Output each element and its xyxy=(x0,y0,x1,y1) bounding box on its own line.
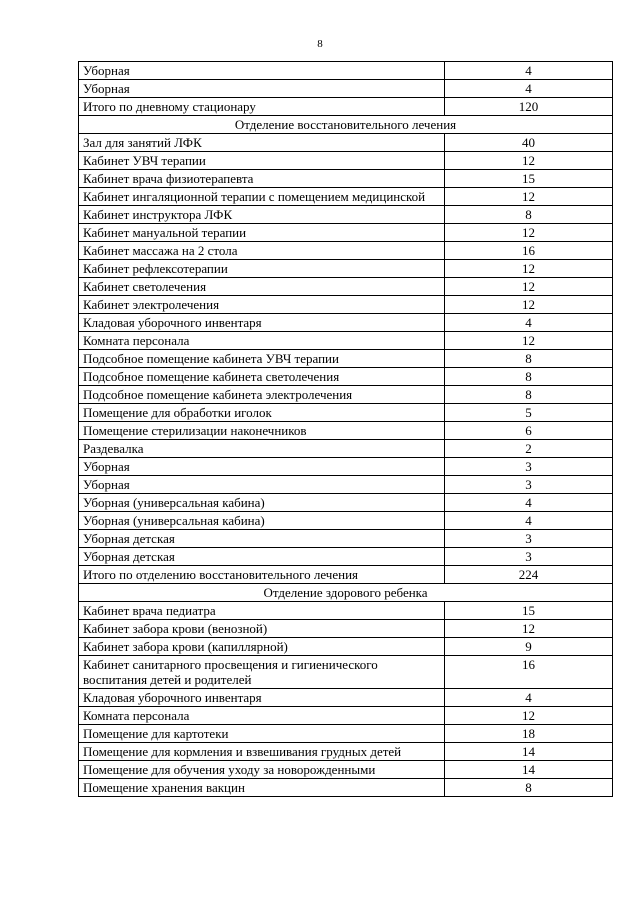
room-area-cell: 15 xyxy=(445,170,613,188)
room-name-cell: Кабинет ингаляционной терапии с помещением медицинской xyxy=(79,188,445,206)
room-area-cell: 12 xyxy=(445,260,613,278)
room-name-cell: Кабинет инструктора ЛФК xyxy=(79,206,445,224)
room-name-cell: Помещение стерилизации наконечников xyxy=(79,422,445,440)
room-name-cell: Кабинет массажа на 2 стола xyxy=(79,242,445,260)
table-row xyxy=(79,602,613,620)
room-name-cell: Раздевалка xyxy=(79,440,445,458)
room-area-cell: 12 xyxy=(445,224,613,242)
room-area-cell: 3 xyxy=(445,530,613,548)
room-area-cell: 4 xyxy=(445,80,613,98)
table-row xyxy=(79,260,613,278)
table-row xyxy=(79,440,613,458)
room-area-cell: 8 xyxy=(445,779,613,797)
room-name-cell: Кабинет забора крови (венозной) xyxy=(79,620,445,638)
room-area-cell: 9 xyxy=(445,638,613,656)
room-area-cell: 12 xyxy=(445,332,613,350)
table-row xyxy=(79,404,613,422)
room-area-cell: 3 xyxy=(445,548,613,566)
room-name-cell: Уборная детская xyxy=(79,548,445,566)
room-name-cell: Кабинет светолечения xyxy=(79,278,445,296)
section-header-row xyxy=(79,584,613,602)
room-name-cell: Подсобное помещение кабинета УВЧ терапии xyxy=(79,350,445,368)
room-name-cell: Комната персонала xyxy=(79,707,445,725)
room-name-cell: Комната персонала xyxy=(79,332,445,350)
table-row xyxy=(79,725,613,743)
table-row xyxy=(79,512,613,530)
table-row xyxy=(79,62,613,80)
table-row xyxy=(79,689,613,707)
room-name-cell: Кладовая уборочного инвентаря xyxy=(79,314,445,332)
table-row xyxy=(79,458,613,476)
room-name-cell: Кабинет санитарного просвещения и гигиенического воспитания детей и родителей xyxy=(79,656,445,689)
table-row xyxy=(79,566,613,584)
room-area-cell: 4 xyxy=(445,689,613,707)
room-name-cell: Уборная xyxy=(79,458,445,476)
table-row xyxy=(79,332,613,350)
room-name-cell: Подсобное помещение кабинета светолечения xyxy=(79,368,445,386)
room-name-cell: Кабинет рефлексотерапии xyxy=(79,260,445,278)
table-row xyxy=(79,350,613,368)
room-name-cell: Помещение хранения вакцин xyxy=(79,779,445,797)
rooms-table-body xyxy=(79,62,613,797)
room-name-cell: Кабинет мануальной терапии xyxy=(79,224,445,242)
table-row xyxy=(79,761,613,779)
table-row xyxy=(79,314,613,332)
room-area-cell: 4 xyxy=(445,62,613,80)
room-name-cell: Уборная детская xyxy=(79,530,445,548)
room-name-cell: Кабинет электролечения xyxy=(79,296,445,314)
room-name-cell: Кабинет забора крови (капиллярной) xyxy=(79,638,445,656)
room-area-cell: 4 xyxy=(445,512,613,530)
room-area-cell: 4 xyxy=(445,314,613,332)
room-area-cell: 40 xyxy=(445,134,613,152)
room-area-cell: 12 xyxy=(445,296,613,314)
room-name-cell: Помещение для обучения уходу за новорожденными xyxy=(79,761,445,779)
table-row xyxy=(79,80,613,98)
room-area-cell: 12 xyxy=(445,152,613,170)
table-row xyxy=(79,134,613,152)
room-area-cell: 3 xyxy=(445,458,613,476)
room-name-cell: Уборная xyxy=(79,62,445,80)
room-area-cell: 12 xyxy=(445,278,613,296)
room-area-cell: 120 xyxy=(445,98,613,116)
room-area-cell: 16 xyxy=(445,656,613,689)
room-name-cell: Зал для занятий ЛФК xyxy=(79,134,445,152)
room-area-cell: 12 xyxy=(445,707,613,725)
room-area-cell: 8 xyxy=(445,386,613,404)
table-row xyxy=(79,422,613,440)
room-area-cell: 8 xyxy=(445,206,613,224)
room-name-cell: Кабинет врача педиатра xyxy=(79,602,445,620)
room-area-cell: 16 xyxy=(445,242,613,260)
room-area-cell: 14 xyxy=(445,743,613,761)
room-area-cell: 3 xyxy=(445,476,613,494)
section-header-row xyxy=(79,116,613,134)
room-name-cell: Кладовая уборочного инвентаря xyxy=(79,689,445,707)
room-area-cell: 12 xyxy=(445,620,613,638)
room-name-cell: Итого по отделению восстановительного лечения xyxy=(79,566,445,584)
table-row xyxy=(79,779,613,797)
table-row xyxy=(79,620,613,638)
section-title: Отделение восстановительного лечения xyxy=(79,116,613,134)
room-area-cell: 15 xyxy=(445,602,613,620)
room-area-cell: 14 xyxy=(445,761,613,779)
room-name-cell: Кабинет врача физиотерапевта xyxy=(79,170,445,188)
table-row xyxy=(79,656,613,689)
room-area-cell: 8 xyxy=(445,350,613,368)
table-row xyxy=(79,743,613,761)
table-row xyxy=(79,242,613,260)
room-area-cell: 4 xyxy=(445,494,613,512)
table-row xyxy=(79,530,613,548)
room-area-cell: 8 xyxy=(445,368,613,386)
table-row xyxy=(79,188,613,206)
table-row xyxy=(79,224,613,242)
table-row xyxy=(79,296,613,314)
room-name-cell: Помещение для картотеки xyxy=(79,725,445,743)
room-area-cell: 12 xyxy=(445,188,613,206)
table-row xyxy=(79,98,613,116)
section-title: Отделение здорового ребенка xyxy=(79,584,613,602)
table-row xyxy=(79,638,613,656)
table-row xyxy=(79,494,613,512)
room-area-cell: 224 xyxy=(445,566,613,584)
table-row xyxy=(79,476,613,494)
table-row xyxy=(79,368,613,386)
room-name-cell: Помещение для обработки иголок xyxy=(79,404,445,422)
table-row xyxy=(79,152,613,170)
room-name-cell: Уборная (универсальная кабина) xyxy=(79,494,445,512)
room-name-cell: Уборная (универсальная кабина) xyxy=(79,512,445,530)
room-name-cell: Уборная xyxy=(79,80,445,98)
table-row xyxy=(79,707,613,725)
room-name-cell: Кабинет УВЧ терапии xyxy=(79,152,445,170)
table-row xyxy=(79,170,613,188)
table-row xyxy=(79,206,613,224)
rooms-table xyxy=(78,61,613,797)
table-row xyxy=(79,386,613,404)
room-area-cell: 2 xyxy=(445,440,613,458)
room-name-cell: Подсобное помещение кабинета электролечения xyxy=(79,386,445,404)
room-area-cell: 5 xyxy=(445,404,613,422)
room-area-cell: 6 xyxy=(445,422,613,440)
table-row xyxy=(79,548,613,566)
room-name-cell: Итого по дневному стационару xyxy=(79,98,445,116)
room-name-cell: Уборная xyxy=(79,476,445,494)
room-name-cell: Помещение для кормления и взвешивания грудных детей xyxy=(79,743,445,761)
table-row xyxy=(79,278,613,296)
page-number: 8 xyxy=(317,38,323,50)
room-area-cell: 18 xyxy=(445,725,613,743)
